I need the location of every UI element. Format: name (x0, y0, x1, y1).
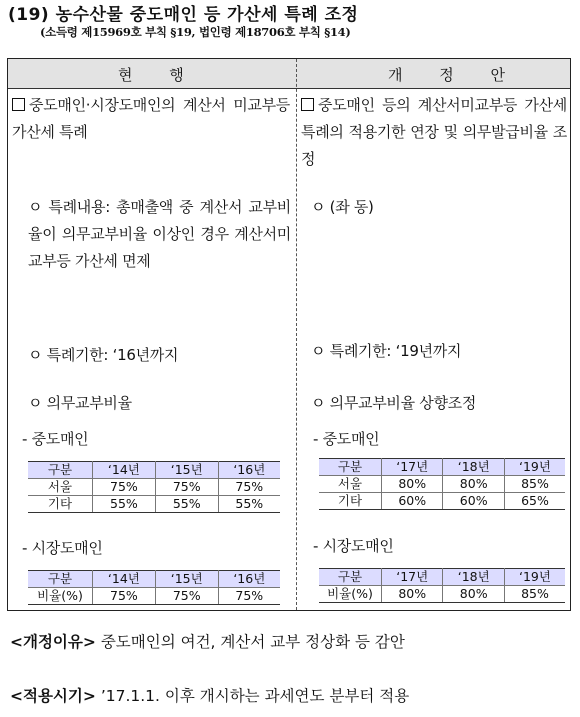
table-cell: 55% (93, 496, 156, 513)
effective-date (10, 684, 409, 706)
table-cell: 75% (218, 479, 280, 496)
table-cell: 75% (93, 588, 156, 605)
revised-ratio-title: ㅇ 의무교부비율 상향조정 (311, 394, 477, 412)
table-row (28, 479, 280, 496)
table-header-cell: 구분 (28, 571, 93, 588)
table-cell: 60% (443, 493, 504, 510)
table-cell: 60% (382, 493, 443, 510)
table-row (319, 476, 565, 493)
column-current (8, 88, 296, 610)
table-cell: 55% (155, 496, 218, 513)
table-header-cell: 구분 (319, 569, 382, 586)
table-header-cell: ‘19년 (504, 569, 565, 586)
revised-deadline: ㅇ 특례기한: ‘19년까지 (311, 342, 462, 360)
table-cell: 80% (443, 586, 504, 603)
table-row (319, 493, 565, 510)
table-header-cell: ‘16년 (218, 462, 280, 479)
checkbox-square-icon (12, 98, 25, 111)
revised-sub-market-wholesaler: - 시장도매인 (313, 537, 394, 555)
table-cell: 85% (504, 586, 565, 603)
table-cell: 65% (504, 493, 565, 510)
revision-reason-text: 중도매인의 여건, 계산서 교부 정상화 등 감안 (100, 633, 405, 651)
legal-reference: (소득령 제15969호 부칙 §19, 법인령 제18706호 부칙 §14) (40, 25, 351, 39)
current-sub-wholesaler: - 중도매인 (22, 430, 89, 448)
table-header-cell: ‘15년 (155, 462, 218, 479)
table-cell: 서울 (319, 476, 382, 493)
current-table-wholesaler (28, 461, 280, 513)
revised-heading (301, 92, 567, 173)
current-deadline: ㅇ 특례기한: ‘16년까지 (28, 346, 179, 364)
current-ratio-title: ㅇ 의무교부비율 (28, 394, 132, 412)
table-row (28, 496, 280, 513)
table-header-cell: ‘18년 (443, 459, 504, 476)
table-cell: 기타 (319, 493, 382, 510)
table-header-cell: ‘14년 (93, 571, 156, 588)
table-cell: 55% (218, 496, 280, 513)
table-cell: 비율(%) (28, 588, 93, 605)
header-current: 현 행 (118, 66, 200, 84)
revised-sub-wholesaler: - 중도매인 (313, 430, 380, 448)
checkbox-square-icon (301, 98, 314, 111)
table-cell: 비율(%) (319, 586, 382, 603)
comparison-table (7, 58, 571, 611)
table-header-cell: ‘15년 (155, 571, 218, 588)
table-cell: 75% (155, 479, 218, 496)
table-cell: 기타 (28, 496, 93, 513)
current-heading (12, 92, 290, 146)
table-cell: 85% (504, 476, 565, 493)
effective-date-label: <적용시기> (10, 687, 96, 705)
page-title: (19) 농수산물 중도매인 등 가산세 특례 조정 (8, 5, 359, 25)
effective-date-text: ’17.1.1. 이후 개시하는 과세연도 분부터 적용 (100, 687, 410, 705)
table-cell: 75% (155, 588, 218, 605)
current-table-market-wholesaler (28, 570, 280, 605)
revised-heading-text: 중도매인 등의 계산서미교부등 가산세 특례의 적용기한 연장 및 의무발급비율 조정 (301, 96, 567, 168)
table-header-row (8, 59, 570, 89)
table-cell: 75% (218, 588, 280, 605)
table-header-cell: ‘17년 (382, 459, 443, 476)
table-header-cell: ‘16년 (218, 571, 280, 588)
table-cell: 80% (382, 586, 443, 603)
revision-reason-label: <개정이유> (10, 633, 96, 651)
table-header-cell: 구분 (28, 462, 93, 479)
table-header-cell: ‘18년 (443, 569, 504, 586)
table-cell: 75% (93, 479, 156, 496)
table-cell: 서울 (28, 479, 93, 496)
current-sub-market-wholesaler: - 시장도매인 (22, 539, 103, 557)
header-revised: 개 정 안 (388, 66, 522, 84)
table-header-cell: 구분 (319, 459, 382, 476)
table-cell: 80% (382, 476, 443, 493)
current-detail: ㅇ 특례내용: 총매출액 중 계산서 교부비율이 의무교부비율 이상인 경우 계산서미교부등 가산세 면제 (28, 198, 291, 270)
revised-detail: ㅇ (좌 동) (311, 198, 374, 216)
current-heading-text: 중도매인·시장도매인의 계산서 미교부등 가산세 특례 (12, 96, 290, 141)
column-revised (297, 88, 570, 610)
revised-table-wholesaler (319, 458, 565, 510)
table-row (319, 586, 565, 603)
table-cell: 80% (443, 476, 504, 493)
table-header-cell: ‘17년 (382, 569, 443, 586)
table-header-cell: ‘19년 (504, 459, 565, 476)
table-header-cell: ‘14년 (93, 462, 156, 479)
table-row (28, 588, 280, 605)
revised-table-market-wholesaler (319, 568, 565, 603)
revision-reason (10, 630, 405, 652)
